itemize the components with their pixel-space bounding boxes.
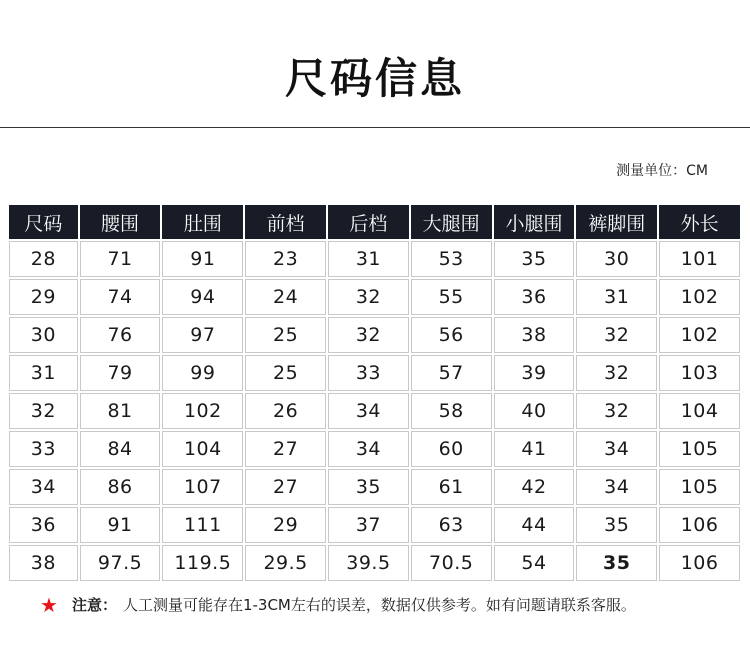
- note-label: 注意：: [71, 596, 117, 614]
- table-cell: 106: [659, 507, 740, 543]
- table-row: [9, 355, 740, 391]
- table-cell: 28: [9, 241, 78, 277]
- table-cell: 32: [576, 317, 657, 353]
- table-cell: 25: [245, 355, 326, 391]
- table-cell: 102: [659, 317, 740, 353]
- header-waist: 腰围: [80, 205, 161, 239]
- header-belly: 肚围: [162, 205, 243, 239]
- header-size: 尺码: [9, 205, 78, 239]
- table-cell: 74: [80, 279, 161, 315]
- table-cell: 104: [659, 393, 740, 429]
- table-cell: 97.5: [80, 545, 161, 581]
- page-title: 尺码信息: [284, 54, 465, 103]
- table-cell: 32: [576, 355, 657, 391]
- size-table: [7, 203, 742, 583]
- table-cell: 27: [245, 431, 326, 467]
- table-cell: 44: [494, 507, 575, 543]
- table-cell: 38: [9, 545, 78, 581]
- table-header-row: [9, 205, 740, 239]
- table-cell: 34: [576, 431, 657, 467]
- table-cell: 31: [9, 355, 78, 391]
- table-cell: 101: [659, 241, 740, 277]
- star-icon: ★: [40, 592, 58, 617]
- header-front-rise: 前档: [245, 205, 326, 239]
- table-cell: 35: [576, 507, 657, 543]
- table-cell: 26: [245, 393, 326, 429]
- table-cell: 99: [162, 355, 243, 391]
- table-cell: 58: [411, 393, 492, 429]
- table-cell: 105: [659, 469, 740, 505]
- unit-label: 测量单位：CM: [616, 163, 708, 179]
- table-cell: 36: [494, 279, 575, 315]
- table-cell: 25: [245, 317, 326, 353]
- table-cell: 94: [162, 279, 243, 315]
- table-cell: 76: [80, 317, 161, 353]
- note-text: 人工测量可能存在1-3CM左右的误差，数据仅供参考。如有问题请联系客服。: [122, 596, 636, 614]
- header-back-rise: 后档: [328, 205, 409, 239]
- table-cell: 79: [80, 355, 161, 391]
- table-cell: 91: [80, 507, 161, 543]
- table-cell: 24: [245, 279, 326, 315]
- table-cell: 119.5: [162, 545, 243, 581]
- table-cell: 31: [576, 279, 657, 315]
- table-cell: 37: [328, 507, 409, 543]
- table-cell: 40: [494, 393, 575, 429]
- table-cell: 107: [162, 469, 243, 505]
- table-cell: 34: [576, 469, 657, 505]
- table-cell: 34: [9, 469, 78, 505]
- table-cell: 38: [494, 317, 575, 353]
- table-cell: 103: [659, 355, 740, 391]
- header-calf: 小腿围: [494, 205, 575, 239]
- table-cell: 81: [80, 393, 161, 429]
- table-row: [9, 393, 740, 429]
- table-cell: 56: [411, 317, 492, 353]
- table-row: [9, 241, 740, 277]
- table-cell: 57: [411, 355, 492, 391]
- table-cell: 33: [328, 355, 409, 391]
- table-row: [9, 507, 740, 543]
- table-cell: 39.5: [328, 545, 409, 581]
- table-cell: 31: [328, 241, 409, 277]
- table-cell: 104: [162, 431, 243, 467]
- table-row: [9, 279, 740, 315]
- table-cell: 35: [328, 469, 409, 505]
- table-cell: 102: [162, 393, 243, 429]
- table-cell: 34: [328, 431, 409, 467]
- table-cell: 29: [9, 279, 78, 315]
- table-cell: 53: [411, 241, 492, 277]
- table-cell: 42: [494, 469, 575, 505]
- table-row: [9, 545, 740, 581]
- table-cell: 39: [494, 355, 575, 391]
- header-thigh: 大腿围: [411, 205, 492, 239]
- table-cell: 41: [494, 431, 575, 467]
- table-cell: 86: [80, 469, 161, 505]
- table-cell: 106: [659, 545, 740, 581]
- table-cell: 35: [494, 241, 575, 277]
- table-cell: 61: [411, 469, 492, 505]
- table-cell: 35: [576, 545, 657, 581]
- table-cell: 91: [162, 241, 243, 277]
- table-cell: 34: [328, 393, 409, 429]
- table-cell: 111: [162, 507, 243, 543]
- table-cell: 63: [411, 507, 492, 543]
- divider: [0, 127, 750, 128]
- table-cell: 30: [576, 241, 657, 277]
- table-cell: 105: [659, 431, 740, 467]
- table-cell: 33: [9, 431, 78, 467]
- table-cell: 27: [245, 469, 326, 505]
- table-cell: 60: [411, 431, 492, 467]
- table-cell: 55: [411, 279, 492, 315]
- header-leg-opening: 裤脚围: [576, 205, 657, 239]
- table-cell: 30: [9, 317, 78, 353]
- table-cell: 54: [494, 545, 575, 581]
- table-cell: 23: [245, 241, 326, 277]
- table-cell: 32: [9, 393, 78, 429]
- table-cell: 102: [659, 279, 740, 315]
- table-cell: 71: [80, 241, 161, 277]
- table-cell: 29: [245, 507, 326, 543]
- table-cell: 70.5: [411, 545, 492, 581]
- table-row: [9, 469, 740, 505]
- header-outseam: 外长: [659, 205, 740, 239]
- table-cell: 32: [576, 393, 657, 429]
- table-cell: 84: [80, 431, 161, 467]
- table-cell: 97: [162, 317, 243, 353]
- table-cell: 32: [328, 317, 409, 353]
- table-cell: 32: [328, 279, 409, 315]
- table-cell: 29.5: [245, 545, 326, 581]
- table-row: [9, 431, 740, 467]
- table-row: [9, 317, 740, 353]
- note: [40, 594, 636, 615]
- table-cell: 36: [9, 507, 78, 543]
